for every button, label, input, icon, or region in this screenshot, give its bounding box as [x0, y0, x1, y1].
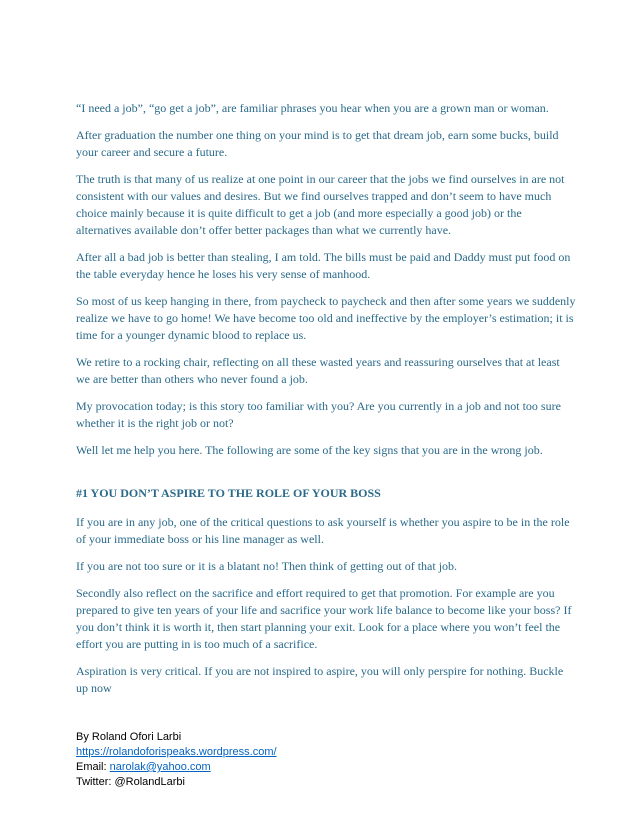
- blog-link[interactable]: https://rolandoforispeaks.wordpress.com/: [76, 746, 277, 758]
- truth-paragraph: The truth is that many of us realize at one point in our career that the jobs we find ourselves in are not consistent with our values and desires. But we find ourselves trapped and don’t seem to have much choice mainly because it is quite difficult to get a job (and more especially a good job) or the alternatives available don’t offer better packages than what we currently have.: [76, 172, 565, 237]
- intro-paragraph: “I need a job”, “go get a job”, are familiar phrases you hear when you are a grown man or woman.: [76, 101, 549, 115]
- author-name: By Roland Ofori Larbi: [76, 731, 182, 743]
- blog-line: [76, 745, 556, 760]
- not-sure-paragraph: If you are not too sure or it is a blatant no! Then think of getting out of that job.: [76, 559, 458, 573]
- graduation-paragraph: After graduation the number one thing on your mind is to get that dream job, earn some bucks, build your career and secure a future.: [76, 128, 559, 159]
- provocation-paragraph: My provocation today; is this story too familiar with you? Are you currently in a job and not too sure whether it is the right job or not?: [76, 399, 561, 430]
- article-body: [76, 100, 576, 707]
- bad-job-paragraph: After all a bad job is better than stealing, I am told. The bills must be paid and Daddy must put food on the table everyday hence he loses his very sense of manhood.: [76, 250, 571, 281]
- aspire-paragraph: If you are in any job, one of the critical questions to ask yourself is whether you aspire to be in the role of your immediate boss or his line manager as well.: [76, 515, 570, 546]
- paycheck-paragraph: So most of us keep hanging in there, from paycheck to paycheck and then after some years we suddenly realize we have to go home! We have become too old and ineffective by the employer’s estimation; it is time for a younger dynamic blood to replace us.: [76, 294, 576, 342]
- aspiration-paragraph: Aspiration is very critical. If you are not inspired to aspire, you will only perspire for nothing. Buckle up now: [76, 664, 564, 695]
- email-link[interactable]: narolak@yahoo.com: [109, 761, 211, 773]
- email-line: [76, 760, 556, 775]
- email-label: Email:: [76, 761, 110, 773]
- signs-paragraph: Well let me help you here. The following are some of the key signs that you are in the wrong job.: [76, 443, 543, 457]
- section-heading: #1 YOU DON’T ASPIRE TO THE ROLE OF YOUR BOSS: [76, 486, 381, 500]
- retire-paragraph: We retire to a rocking chair, reflecting on all these wasted years and reassuring ourselves that at least we are better than others who never found a job.: [76, 355, 560, 386]
- author-footer: [76, 730, 556, 790]
- sacrifice-paragraph: Secondly also reflect on the sacrifice and effort required to get that promotion. For example are you prepared to give ten years of your life and sacrifice your work life balance to become like your boss? If you don’t think it is worth it, then start planning your exit. Look for a place where you won’t feel the effort you are putting in is too much of a sacrifice.: [76, 586, 572, 651]
- twitter-handle: Twitter: @RolandLarbi: [76, 776, 185, 788]
